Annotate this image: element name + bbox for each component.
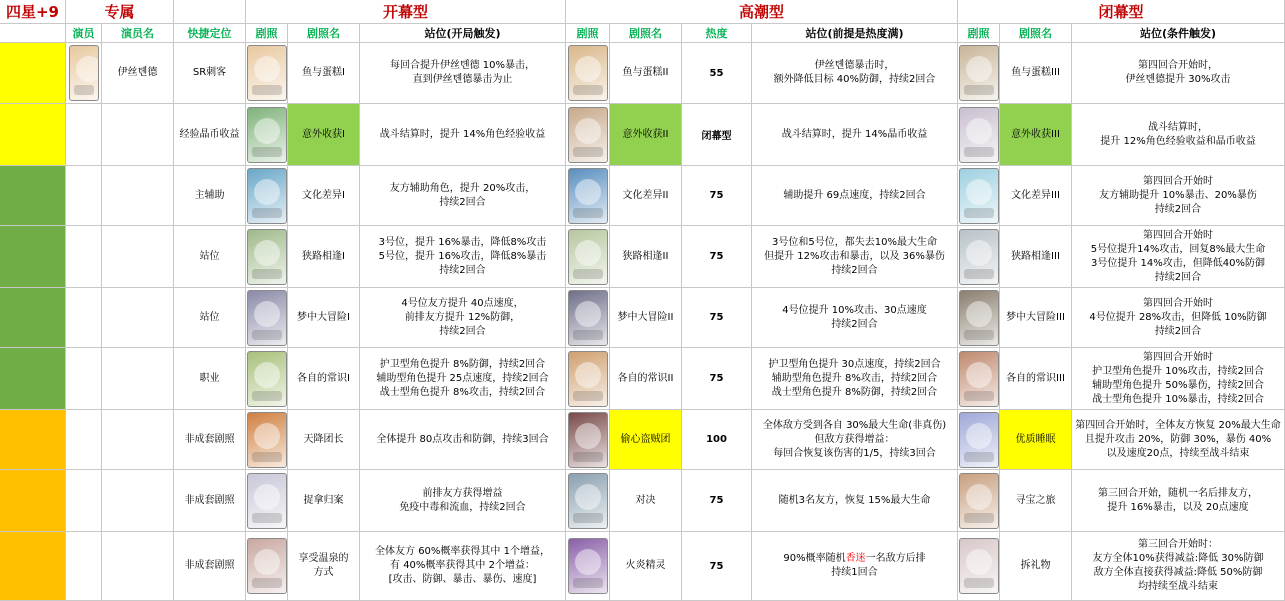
heat-cell[interactable] — [682, 470, 752, 532]
actor-name-cell[interactable] — [102, 348, 174, 410]
photo-header-3[interactable]: 剧照 — [958, 24, 1000, 43]
opening-still-name: 狭路相逢I — [302, 250, 345, 262]
climax-still-image — [568, 412, 608, 468]
star-color-cell[interactable] — [0, 532, 66, 601]
closing-still-image — [959, 473, 999, 529]
closing-desc-cell[interactable] — [1072, 104, 1285, 166]
closing-description: 第四回合开始时 友方辅助提升 10%暴击、20%暴伤 持续2回合 — [1099, 175, 1257, 215]
heat-cell[interactable] — [682, 43, 752, 104]
climax-name-cell[interactable] — [610, 410, 682, 470]
quick-position-cell[interactable] — [174, 104, 246, 166]
climax-still-image — [568, 290, 608, 346]
star-color-cell[interactable] — [0, 470, 66, 532]
opening-still-name: 梦中大冒险I — [297, 311, 350, 323]
opening-still-image — [247, 351, 287, 407]
closing-description: 第三回合开始，随机一名后排友方， 提升 16%暴击，以及 20点速度 — [1098, 487, 1258, 513]
opening-description: 前排友方获得增益 免疫中毒和流血，持续2回合 — [399, 487, 526, 513]
actor-name-cell[interactable] — [102, 226, 174, 288]
actor-name-cell[interactable] — [102, 470, 174, 532]
climax-photo-cell[interactable] — [566, 532, 610, 601]
closing-still-image — [959, 107, 999, 163]
climax-desc-cell[interactable] — [752, 104, 958, 166]
opening-photo-cell[interactable] — [246, 348, 288, 410]
climax-desc-suffix: 一名敌方后排 持续1回合 — [831, 553, 926, 578]
heat-cell[interactable] — [682, 288, 752, 348]
closing-photo-cell[interactable] — [958, 288, 1000, 348]
star-color-cell[interactable] — [0, 43, 66, 104]
climax-name-cell[interactable] — [610, 470, 682, 532]
heat-header[interactable]: 热度 — [682, 24, 752, 43]
closing-still-image — [959, 229, 999, 285]
closing-still-image — [959, 538, 999, 594]
climax-photo-cell[interactable] — [566, 470, 610, 532]
closing-description: 第四回合开始时 4号位提升 28%攻击，但降低 10%防御 持续2回合 — [1089, 297, 1267, 337]
actor-name-cell[interactable] — [102, 43, 174, 104]
quick-position-header[interactable]: 快捷定位 — [174, 24, 246, 43]
climax-name-cell[interactable] — [610, 166, 682, 226]
climax-still-image — [568, 229, 608, 285]
closing-still-image — [959, 351, 999, 407]
position-header-2[interactable]: 站位(前提是热度满) — [752, 24, 958, 43]
opening-desc-cell[interactable] — [360, 104, 566, 166]
actor-name-cell[interactable] — [102, 410, 174, 470]
actor-photo-cell[interactable] — [66, 470, 102, 532]
opening-photo-cell[interactable] — [246, 166, 288, 226]
climax-name-cell[interactable] — [610, 288, 682, 348]
closing-still-image — [959, 45, 999, 101]
heat-value: 75 — [709, 560, 724, 572]
climax-still-image — [568, 168, 608, 224]
quick-position-cell[interactable] — [174, 470, 246, 532]
climax-photo-cell[interactable] — [566, 288, 610, 348]
photo-header-2[interactable]: 剧照 — [566, 24, 610, 43]
opening-photo-cell[interactable] — [246, 43, 288, 104]
opening-desc-cell[interactable] — [360, 166, 566, 226]
heat-value: 闭幕型 — [701, 131, 732, 142]
climax-description: 伊丝톈德暴击时， 额外降低目标 40%防御，持续2回合 — [773, 60, 936, 85]
closing-still-image — [959, 412, 999, 468]
opening-name-cell[interactable] — [288, 226, 360, 288]
closing-desc-cell[interactable] — [1072, 470, 1285, 532]
closing-photo-cell[interactable] — [958, 532, 1000, 601]
climax-name-cell[interactable] — [610, 43, 682, 104]
opening-still-image — [247, 107, 287, 163]
closing-still-name: 拆礼物 — [1020, 560, 1051, 571]
opening-description: 4号位友方提升 40点速度， 前排友方提升 12%防御， 持续2回合 — [401, 297, 524, 337]
climax-description: 全体敌方受到各自 30%最大生命(非真伤) 但敌方获得增益： 每回合恢复该伤害的1/5，持续3回合 — [762, 419, 947, 459]
climax-photo-cell[interactable] — [566, 43, 610, 104]
quick-position-text: 非成套剧照 — [184, 494, 235, 506]
opening-description: 友方辅助角色，提升 20%攻击， 持续2回合 — [389, 182, 536, 208]
closing-description: 第四回合开始时 护卫型角色提升 10%攻击，持续2回合 辅助型角色提升 50%暴伤，持续2回合 战士型角色提升 10%暴击，持续2回合 — [1092, 351, 1264, 405]
subheader-blank[interactable] — [0, 24, 66, 43]
closing-description: 战斗结算时， 提升 12%角色经验收益和晶币收益 — [1100, 121, 1256, 147]
heat-cell[interactable] — [682, 532, 752, 601]
heat-value: 75 — [709, 373, 724, 384]
opening-photo-cell[interactable] — [246, 288, 288, 348]
closing-still-name: 狭路相逢III — [1011, 250, 1060, 262]
actor-header[interactable]: 演员 — [66, 24, 102, 43]
heat-value: 75 — [709, 495, 724, 506]
closing-name-cell[interactable] — [1000, 226, 1072, 288]
climax-name-cell[interactable] — [610, 226, 682, 288]
actor-name: 伊丝톈德 — [117, 67, 158, 78]
quick-position-text: 非成套剧照 — [184, 433, 235, 445]
quick-position-text: 非成套剧照 — [184, 560, 235, 571]
closing-still-name: 优质睡眠 — [1015, 433, 1056, 445]
quick-position-cell[interactable] — [174, 532, 246, 601]
heat-cell[interactable] — [682, 104, 752, 166]
closing-still-image — [959, 168, 999, 224]
exclusive-header[interactable]: 专属 — [66, 0, 174, 24]
climax-desc-prefix: 90%概率随机 — [783, 553, 846, 564]
actor-photo-cell[interactable] — [66, 43, 102, 104]
closing-name-cell[interactable] — [1000, 288, 1072, 348]
closing-photo-cell[interactable] — [958, 348, 1000, 410]
opening-still-image — [247, 473, 287, 529]
climax-description: 辅助提升 69点速度，持续2回合 — [783, 189, 926, 201]
opening-description: 护卫型角色提升 8%防御，持续2回合 辅助型角色提升 25点速度，持续2回合 战士型角色提升 8%攻击，持续2回合 — [376, 358, 549, 398]
climax-still-name: 文化差异II — [622, 189, 669, 201]
heat-value: 75 — [709, 190, 724, 201]
climax-desc-cell[interactable] — [752, 226, 958, 288]
closing-description: 第四回合开始时 5号位提升14%攻击，回复8%最大生命 3号位提升 14%攻击，但降低40%防御 持续2回合 — [1090, 229, 1266, 283]
closing-still-image — [959, 290, 999, 346]
closing-name-cell[interactable] — [1000, 470, 1072, 532]
opening-still-name: 鱼与蛋糕I — [302, 67, 345, 78]
climax-desc-cell[interactable] — [752, 288, 958, 348]
climax-desc-cell[interactable] — [752, 532, 958, 601]
star-title-cell[interactable]: 四星+9 — [0, 0, 66, 24]
opening-photo-cell[interactable] — [246, 104, 288, 166]
opening-type-header[interactable]: 开幕型 — [246, 0, 566, 24]
opening-name-cell[interactable] — [288, 470, 360, 532]
star-color-cell[interactable] — [0, 104, 66, 166]
climax-description: 3号位和5号位，都失去10%最大生命 但提升 12%攻击和暴击，以及 36%暴伤 持续2回合 — [764, 236, 945, 276]
actor-photo-cell[interactable] — [66, 226, 102, 288]
closing-name-cell[interactable] — [1000, 104, 1072, 166]
quick-position-cell[interactable] — [174, 166, 246, 226]
closing-desc-cell[interactable] — [1072, 226, 1285, 288]
opening-desc-cell[interactable] — [360, 410, 566, 470]
climax-description: 护卫型角色提升 30点速度，持续2回合 辅助型角色提升 8%攻击，持续2回合 战士型角色提升 8%防御，持续2回合 — [768, 358, 941, 398]
actor-photo-cell[interactable] — [66, 104, 102, 166]
closing-desc-cell[interactable] — [1072, 532, 1285, 601]
climax-still-image — [568, 45, 608, 101]
closing-still-name: 各自的常识III — [1006, 372, 1065, 384]
opening-still-image — [247, 538, 287, 594]
climax-name-cell[interactable] — [610, 532, 682, 601]
photo-name-header-2[interactable]: 剧照名 — [610, 24, 682, 43]
star-color-cell[interactable] — [0, 348, 66, 410]
climax-still-name: 意外收获II — [622, 128, 669, 140]
climax-still-name: 火炎精灵 — [625, 560, 666, 571]
closing-name-cell[interactable] — [1000, 166, 1072, 226]
closing-desc-cell[interactable] — [1072, 288, 1285, 348]
opening-still-name: 各自的常识I — [297, 372, 350, 384]
closing-description: 第三回合开始时： 友方全体10%获得减益:降低 30%防御 敌方全体直接获得减益:降低 50%防御 均持续至战斗结束 — [1092, 539, 1264, 592]
climax-still-name: 对决 — [635, 494, 656, 506]
closing-desc-cell[interactable] — [1072, 410, 1285, 470]
opening-name-cell[interactable] — [288, 288, 360, 348]
quick-position-cell[interactable] — [174, 348, 246, 410]
opening-still-image — [247, 168, 287, 224]
opening-description: 每回合提升伊丝톈德 10%暴击， 直到伊丝톈德暴击为止 — [389, 60, 536, 85]
actor-photo-cell[interactable] — [66, 410, 102, 470]
opening-photo-cell[interactable] — [246, 226, 288, 288]
heat-value: 100 — [706, 434, 727, 445]
closing-description: 第四回合开始时， 伊丝톈德提升 30%攻击 — [1125, 60, 1231, 85]
heat-value: 55 — [709, 67, 724, 79]
heat-cell[interactable] — [682, 348, 752, 410]
opening-desc-cell[interactable] — [360, 288, 566, 348]
photo-name-header-3[interactable]: 剧照名 — [1000, 24, 1072, 43]
quick-position-text: 站位 — [199, 311, 220, 323]
actor-name-header[interactable]: 演员名 — [102, 24, 174, 43]
closing-still-name: 意外收获III — [1011, 128, 1060, 140]
climax-photo-cell[interactable] — [566, 348, 610, 410]
opening-desc-cell[interactable] — [360, 348, 566, 410]
opening-desc-cell[interactable] — [360, 532, 566, 601]
closing-description: 第四回合开始时，全体友方恢复 20%最大生命 且提升攻击 20%，防御 30%，暴伤 40% 以及速度20点，持续至战斗结束 — [1075, 419, 1281, 459]
opening-description: 全体提升 80点攻击和防御，持续3回合 — [376, 433, 549, 445]
opening-still-name: 意外收获I — [302, 128, 345, 140]
climax-name-cell[interactable] — [610, 348, 682, 410]
position-header-1[interactable]: 站位(开局触发) — [360, 24, 566, 43]
climax-desc-cell[interactable] — [752, 470, 958, 532]
climax-still-name: 狭路相逢II — [622, 250, 669, 262]
climax-photo-cell[interactable] — [566, 104, 610, 166]
opening-description: 全体友方 60%概率获得其中 1个增益， 有 40%概率获得其中 2个增益： [攻击、防御、暴击、暴伤、速度] — [375, 546, 550, 585]
actor-name-cell[interactable] — [102, 166, 174, 226]
opening-still-image — [247, 412, 287, 468]
closing-name-cell[interactable] — [1000, 348, 1072, 410]
actor-photo-cell[interactable] — [66, 288, 102, 348]
opening-still-name: 捉拿归案 — [303, 494, 344, 506]
closing-still-name: 鱼与蛋糕III — [1011, 67, 1060, 78]
opening-name-cell[interactable] — [288, 104, 360, 166]
climax-photo-cell[interactable] — [566, 410, 610, 470]
opening-still-image — [247, 45, 287, 101]
climax-description: 战斗结算时，提升 14%晶币收益 — [781, 128, 928, 140]
opening-still-name: 文化差异I — [302, 189, 345, 201]
quick-position-text: 主辅助 — [194, 189, 225, 201]
photo-name-header-1[interactable]: 剧照名 — [288, 24, 360, 43]
climax-desc-cell[interactable] — [752, 410, 958, 470]
actor-photo-cell[interactable] — [66, 532, 102, 601]
climax-desc-cell[interactable] — [752, 43, 958, 104]
climax-still-name: 各自的常识II — [617, 372, 674, 384]
opening-still-image — [247, 229, 287, 285]
position-header-3[interactable]: 站位(条件触发) — [1072, 24, 1285, 43]
closing-still-name: 梦中大冒险III — [1006, 311, 1065, 323]
climax-description: 4号位提升 10%攻击、30点速度 持续2回合 — [782, 304, 927, 330]
quick-position-text: 站位 — [199, 250, 220, 262]
opening-still-name: 享受温泉的 方式 — [298, 553, 349, 578]
star-color-cell[interactable] — [0, 288, 66, 348]
star-color-cell[interactable] — [0, 226, 66, 288]
opening-name-cell[interactable] — [288, 532, 360, 601]
opening-still-name: 天降团长 — [303, 433, 344, 445]
closing-photo-cell[interactable] — [958, 43, 1000, 104]
opening-description: 3号位，提升 16%暴击，降低8%攻击 5号位，提升 16%攻击，降低8%暴击 持续2回合 — [378, 236, 547, 276]
closing-still-name: 文化差异III — [1011, 189, 1060, 201]
closing-desc-cell[interactable] — [1072, 166, 1285, 226]
opening-still-image — [247, 290, 287, 346]
quick-position-text: 经验晶币收益 — [179, 128, 240, 140]
opening-desc-cell[interactable] — [360, 470, 566, 532]
quick-position-cell[interactable] — [174, 43, 246, 104]
heat-cell[interactable] — [682, 410, 752, 470]
quick-position-cell[interactable] — [174, 410, 246, 470]
climax-still-image — [568, 107, 608, 163]
climax-description: 随机3名友方，恢复 15%最大生命 — [778, 494, 931, 506]
opening-name-cell[interactable] — [288, 166, 360, 226]
closing-name-cell[interactable] — [1000, 532, 1072, 601]
actor-portrait-image — [69, 45, 99, 101]
closing-photo-cell[interactable] — [958, 226, 1000, 288]
climax-name-cell[interactable] — [610, 104, 682, 166]
actor-name-cell[interactable] — [102, 288, 174, 348]
opening-photo-cell[interactable] — [246, 410, 288, 470]
climax-still-image — [568, 538, 608, 594]
heat-value: 75 — [709, 251, 724, 262]
climax-still-name: 鱼与蛋糕II — [622, 67, 669, 78]
climax-desc-cell[interactable] — [752, 348, 958, 410]
closing-photo-cell[interactable] — [958, 410, 1000, 470]
climax-photo-cell[interactable] — [566, 226, 610, 288]
blank-header-cell[interactable] — [174, 0, 246, 24]
closing-desc-cell[interactable] — [1072, 348, 1285, 410]
closing-name-cell[interactable] — [1000, 410, 1072, 470]
closing-photo-cell[interactable] — [958, 104, 1000, 166]
climax-photo-cell[interactable] — [566, 166, 610, 226]
quick-position-text: 职业 — [199, 372, 220, 384]
actor-photo-cell[interactable] — [66, 348, 102, 410]
actor-name-cell[interactable] — [102, 104, 174, 166]
opening-desc-cell[interactable] — [360, 43, 566, 104]
climax-description — [781, 552, 927, 580]
opening-photo-cell[interactable] — [246, 532, 288, 601]
heat-cell[interactable] — [682, 226, 752, 288]
opening-desc-cell[interactable] — [360, 226, 566, 288]
climax-desc-cell[interactable] — [752, 166, 958, 226]
quick-position-text: SR刺客 — [192, 67, 227, 78]
quick-position-cell[interactable] — [174, 226, 246, 288]
opening-description: 战斗结算时，提升 14%角色经验收益 — [379, 128, 546, 140]
heat-cell[interactable] — [682, 166, 752, 226]
star-color-cell[interactable] — [0, 166, 66, 226]
actor-photo-cell[interactable] — [66, 166, 102, 226]
closing-name-cell[interactable] — [1000, 43, 1072, 104]
closing-still-name: 寻宝之旅 — [1015, 494, 1056, 506]
climax-still-image — [568, 473, 608, 529]
opening-photo-cell[interactable] — [246, 470, 288, 532]
opening-name-cell[interactable] — [288, 43, 360, 104]
climax-still-name: 梦中大冒险II — [617, 311, 674, 323]
photo-header-1[interactable]: 剧照 — [246, 24, 288, 43]
climax-still-image — [568, 351, 608, 407]
closing-type-header[interactable]: 闭幕型 — [958, 0, 1285, 24]
heat-value: 75 — [709, 312, 724, 323]
opening-name-cell[interactable] — [288, 410, 360, 470]
climax-still-name: 偷心盗贼团 — [620, 433, 671, 445]
actor-name-cell[interactable] — [102, 532, 174, 601]
closing-photo-cell[interactable] — [958, 166, 1000, 226]
opening-name-cell[interactable] — [288, 348, 360, 410]
star-color-cell[interactable] — [0, 410, 66, 470]
quick-position-cell[interactable] — [174, 288, 246, 348]
closing-desc-cell[interactable] — [1072, 43, 1285, 104]
closing-photo-cell[interactable] — [958, 470, 1000, 532]
climax-type-header[interactable]: 高潮型 — [566, 0, 958, 24]
climax-desc-highlight: 香迷 — [845, 553, 866, 564]
